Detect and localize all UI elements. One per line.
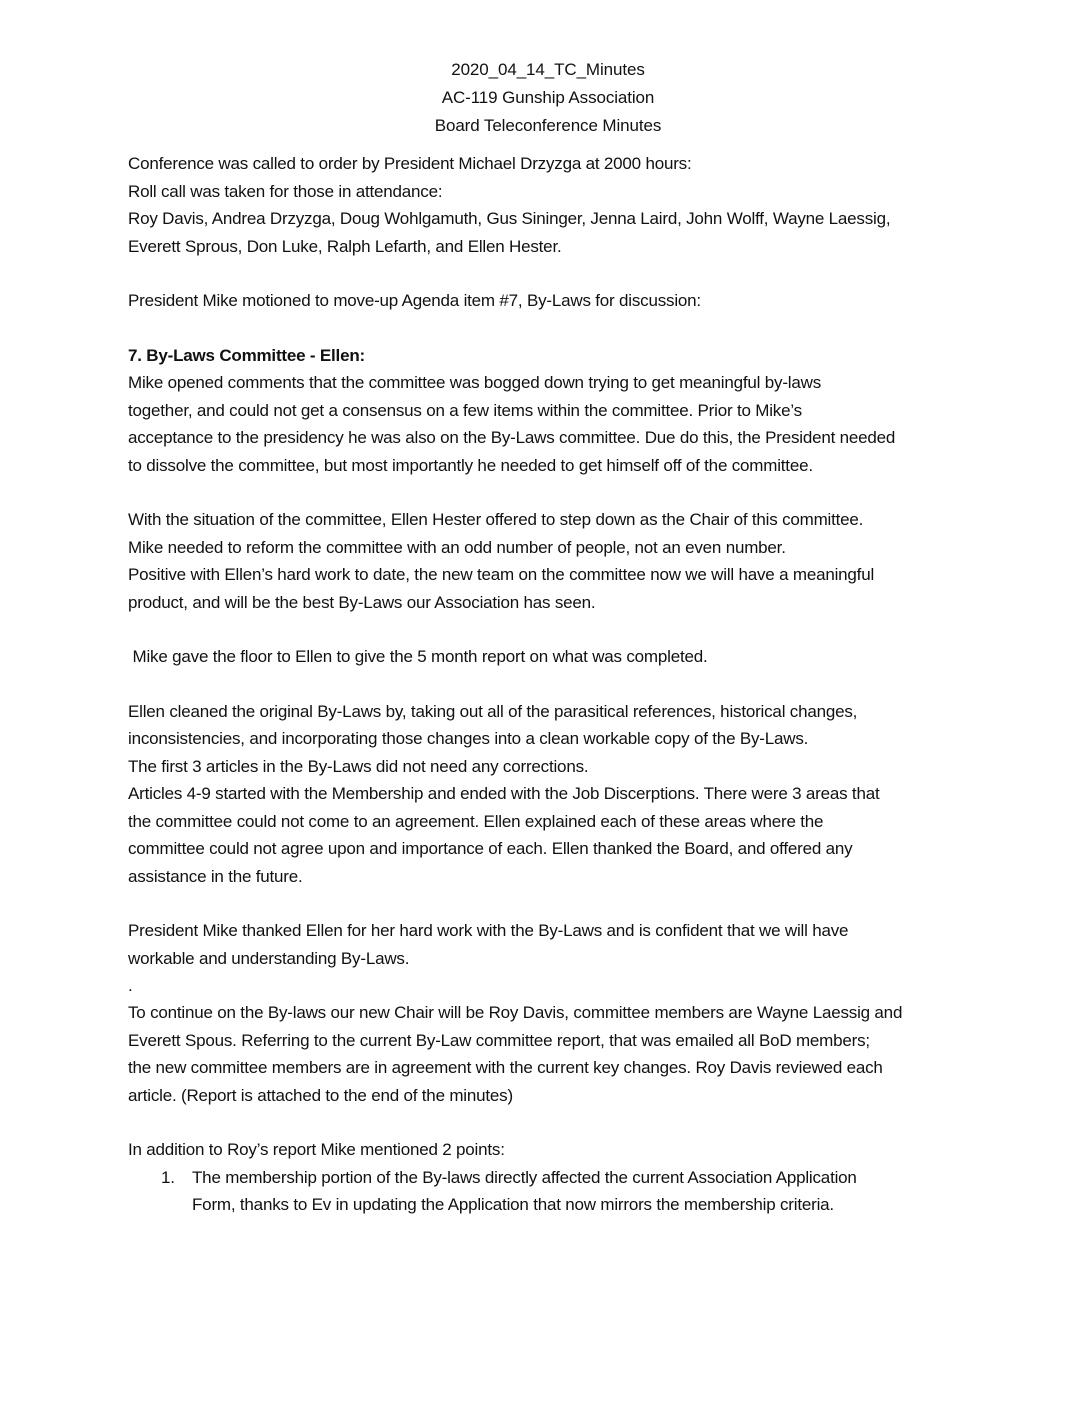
motion-text: President Mike motioned to move-up Agenda item #7, By-Laws for discussion:	[128, 291, 701, 310]
paragraph-line: The first 3 articles in the By-Laws did not need any corrections.	[128, 756, 589, 776]
cleaned-bylaws-paragraph	[128, 698, 968, 891]
call-to-order-line: Conference was called to order by President Michael Drzyzga at 2000 hours:	[128, 154, 692, 173]
motion-paragraph	[128, 287, 968, 315]
paragraph-line: the new committee members are in agreement with the current key changes. Roy Davis reviewed each	[128, 1058, 883, 1077]
paragraph-line: Mike gave the floor to Ellen to give the 5 month report on what was completed.	[128, 647, 708, 666]
attendees-line: Roy Davis, Andrea Drzyzga, Doug Wohlgamuth, Gus Sininger, Jenna Laird, John Wolff, Wayne Laessig,	[128, 209, 891, 228]
paragraph-line: acceptance to the presidency he was also on the By-Laws committee. Due do this, the President needed	[128, 428, 896, 447]
list-item	[128, 1164, 968, 1219]
section-7-suffix: - Ellen:	[305, 345, 365, 365]
list-item-body	[192, 1164, 857, 1219]
paragraph-line: workable and understanding By-Laws.	[128, 948, 410, 968]
paragraph-line: Everett Spous. Referring to the current By-Law committee report, that was emailed all BoD members;	[128, 1030, 870, 1050]
paragraph-line: together, and could not get a consensus on a few items within the committee. Prior to Mike’s	[128, 400, 802, 420]
paragraph-line: To continue on the By-laws our new Chair will be Roy Davis, committee members are Wayne Laessig and	[128, 1003, 903, 1022]
paragraph-line: Mike opened comments that the committee was bogged down trying to get meaningful by-laws	[128, 373, 821, 392]
paragraph-line: Positive with Ellen’s hard work to date, the new team on the committee now we will have a meaningful	[128, 565, 875, 584]
paragraph-line: Mike needed to reform the committee with an odd number of people, not an even number.	[128, 537, 786, 557]
document-title: Board Teleconference Minutes	[434, 116, 662, 135]
roll-call-line: Roll call was taken for those in attendance:	[128, 181, 443, 201]
section-7-title: 7. By-Laws Committee	[128, 345, 306, 365]
organization-name: AC-119 Gunship Association	[441, 88, 655, 107]
floor-paragraph	[128, 643, 968, 671]
paragraph-line: With the situation of the committee, Ellen Hester offered to step down as the Chair of this committee.	[128, 510, 864, 529]
paragraph-line: inconsistencies, and incorporating those changes into a clean workable copy of the By-Laws.	[128, 729, 809, 748]
addition-paragraph	[128, 1136, 968, 1164]
paragraph-line: In addition to Roy’s report Mike mentioned 2 points:	[128, 1140, 505, 1159]
paragraph-line: to dissolve the committee, but most importantly he needed to get himself off of the committee.	[128, 455, 813, 475]
document-header	[128, 56, 968, 140]
paragraph-line: the committee could not come to an agreement. Ellen explained each of these areas where the	[128, 811, 824, 831]
paragraph-line: Articles 4-9 started with the Membership and ended with the Job Discerptions. There were 3 areas that	[128, 784, 880, 803]
attendees-line: Everett Sprous, Don Luke, Ralph Lefarth, and Ellen Hester.	[128, 236, 562, 256]
points-list	[128, 1164, 968, 1219]
paragraph-line: assistance in the future.	[128, 866, 303, 886]
paragraph-line: article. (Report is attached to the end of the minutes)	[128, 1085, 513, 1105]
paragraph-line: President Mike thanked Ellen for her hard work with the By-Laws and is confident that we will have	[128, 921, 849, 940]
paragraph-line: product, and will be the best By-Laws our Association has seen.	[128, 592, 596, 612]
list-item-number: 1.	[161, 1167, 175, 1187]
list-item-line: The membership portion of the By-laws directly affected the current Association Application	[192, 1167, 857, 1187]
list-item-line: Form, thanks to Ev in updating the Application that now mirrors the membership criteria.	[192, 1195, 834, 1214]
paragraph-line: Ellen cleaned the original By-Laws by, taking out all of the parasitical references, historical changes,	[128, 701, 858, 721]
paragraph-line: committee could not agree upon and importance of each. Ellen thanked the Board, and offered any	[128, 839, 853, 858]
document-filename: 2020_04_14_TC_Minutes	[451, 60, 645, 79]
opening-paragraph	[128, 150, 968, 260]
continue-paragraph	[128, 999, 968, 1109]
thanks-paragraph	[128, 917, 968, 972]
situation-paragraph	[128, 506, 968, 616]
section-7-paragraph	[128, 342, 968, 480]
section-heading	[128, 342, 968, 370]
stray-mark: .	[128, 976, 133, 995]
